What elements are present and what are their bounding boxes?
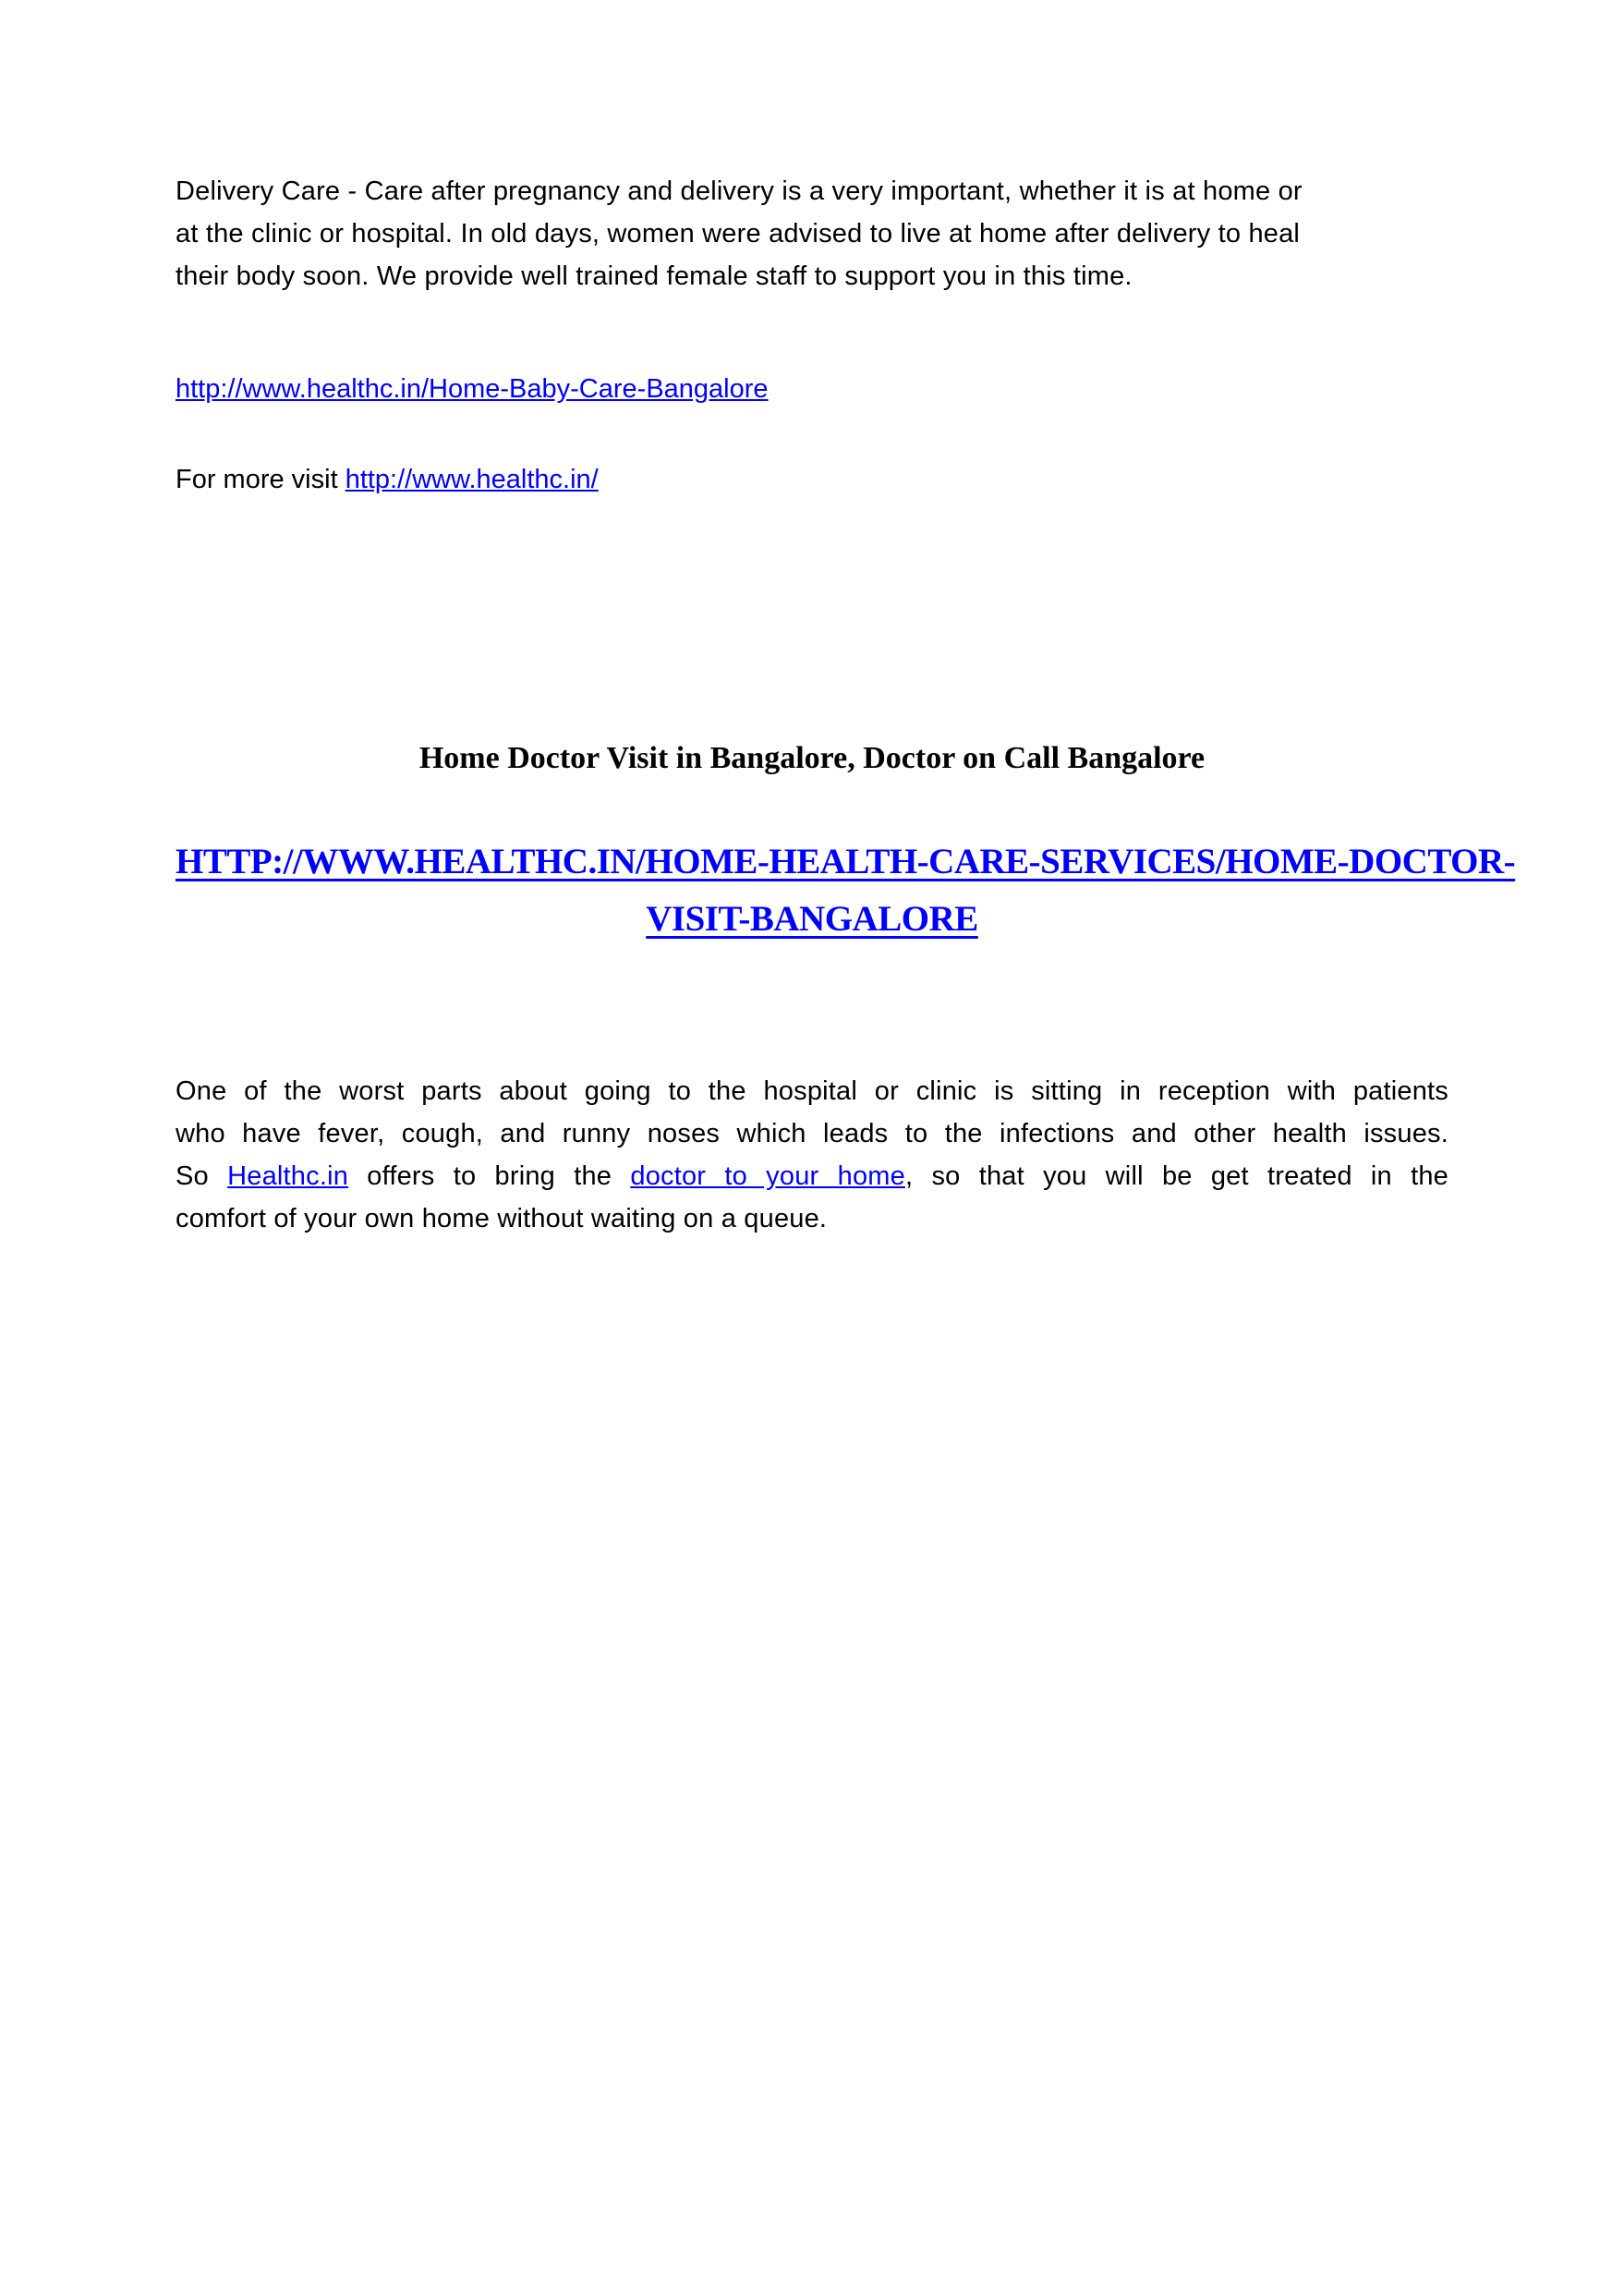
paragraph-worst-parts-text-c: , so that you will be get treated in the: [904, 1161, 1448, 1191]
document-content: [0, 170, 1624, 1240]
paragraph-delivery-care: [176, 170, 1448, 298]
document-page: [0, 170, 1624, 2272]
healthc-home-link[interactable]: http://www.healthc.in/: [345, 465, 599, 494]
paragraph-worst-parts-line-4: comfort of your own home without waiting on a queue.: [176, 1204, 828, 1233]
paragraph-worst-parts-text-a: So: [176, 1161, 228, 1191]
for-more-visit-text: For more visit: [176, 465, 345, 494]
page-title: Home Doctor Visit in Bangalore, Doctor on Call Bangalore: [418, 741, 1206, 775]
doctor-visit-link-line-1: HTTP://WWW.HEALTHC.IN/HOME-HEALTH-CARE-SERVICES/HOME-DOCTOR-: [176, 842, 1516, 881]
doctor-visit-link-block: [176, 833, 1516, 948]
paragraph-worst-parts-line-1: One of the worst parts about going to the hospital or clinic is sitting in reception with patients: [176, 1076, 1448, 1106]
doctor-visit-link-line-2: VISIT-BANGALORE: [646, 899, 978, 939]
paragraph-worst-parts-line-3: [176, 1155, 1448, 1197]
doctor-to-your-home-link[interactable]: doctor to your home: [630, 1161, 905, 1191]
paragraph-worst-parts: [176, 1070, 1448, 1240]
paragraph-worst-parts-line-2: who have fever, cough, and runny noses which leads to the infections and other health issues.: [176, 1119, 1448, 1148]
paragraph-delivery-care-line-1: Delivery Care - Care after pregnancy and delivery is a very important, whether it is at home or: [176, 176, 1303, 206]
baby-care-link-line: [176, 368, 1448, 410]
paragraph-delivery-care-line-3: their body soon. We provide well trained female staff to support you in this time.: [176, 261, 1133, 291]
paragraph-delivery-care-line-2: at the clinic or hospital. In old days, women were advised to live at home after delivery to heal: [176, 219, 1301, 249]
for-more-visit-line: [176, 458, 1448, 501]
paragraph-worst-parts-text-b: offers to bring the: [348, 1161, 631, 1191]
healthc-inline-link[interactable]: Healthc.in: [227, 1161, 349, 1191]
baby-care-link[interactable]: http://www.healthc.in/Home-Baby-Care-Bangalore: [176, 374, 769, 404]
doctor-visit-link[interactable]: [176, 833, 1516, 948]
